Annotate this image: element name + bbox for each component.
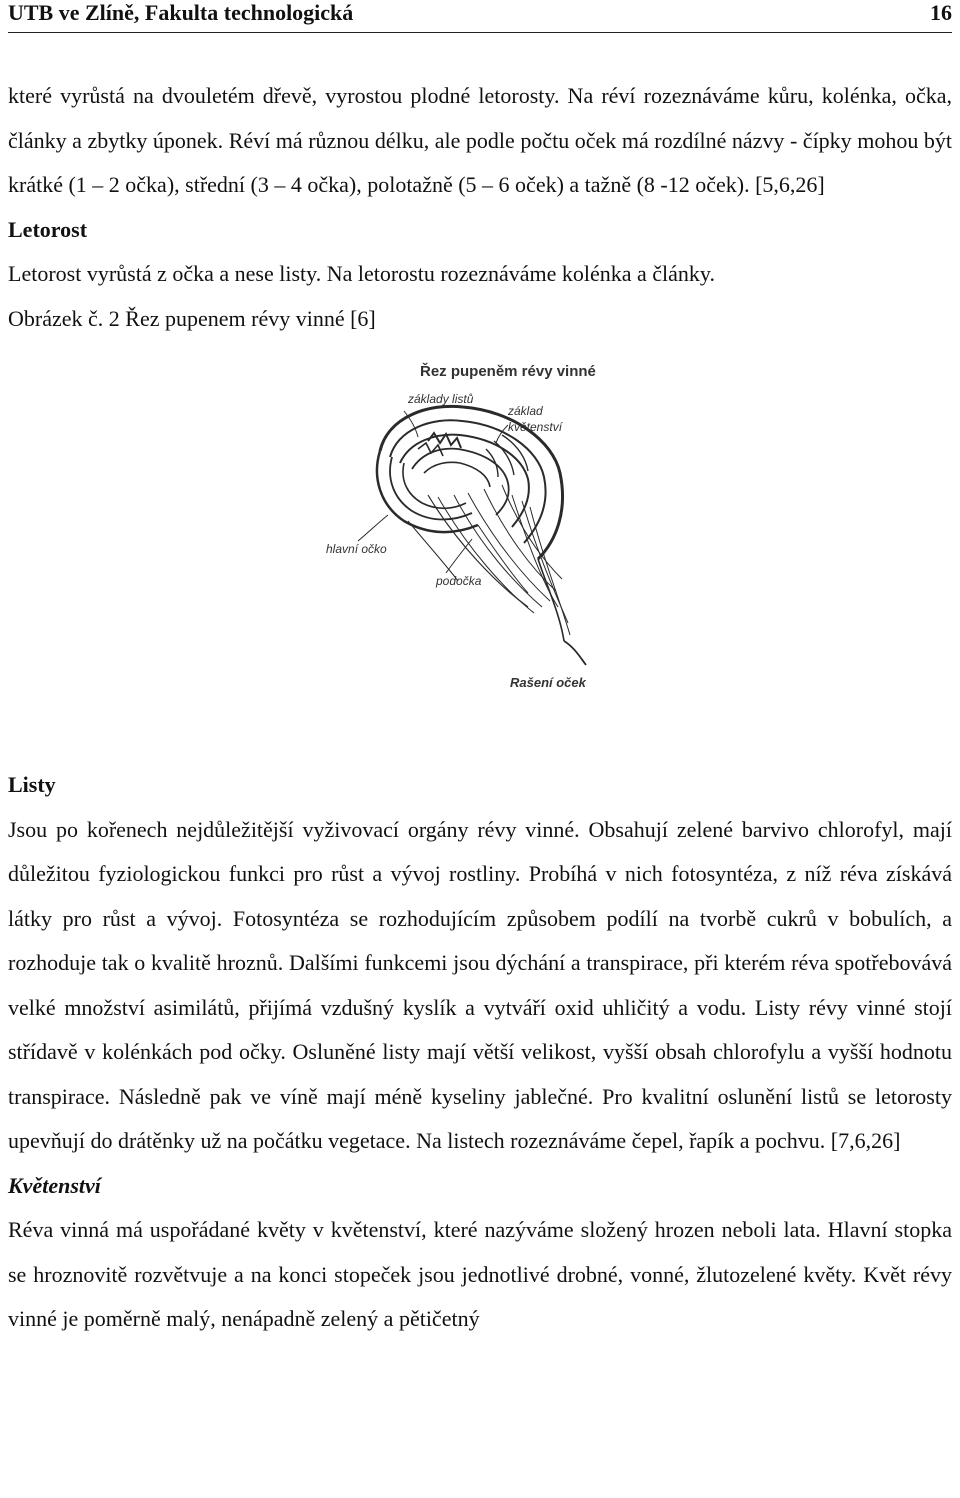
label-zaklady-listu: základy listů xyxy=(408,392,474,406)
label-raseni: Rašení oček xyxy=(510,675,586,690)
label-podocka: podočka xyxy=(436,574,482,588)
page-header xyxy=(8,0,952,33)
heading-listy: Listy xyxy=(8,772,56,797)
bud-diagram xyxy=(8,345,952,749)
bud-drawing xyxy=(358,406,586,665)
page-number: 16 xyxy=(930,0,952,25)
label-zaklad: základ xyxy=(508,404,543,418)
label-hlavni-ocko: hlavní očko xyxy=(326,542,387,556)
heading-kvetenstvi: Květenství xyxy=(8,1172,101,1198)
bud-cross-section-figure xyxy=(8,345,952,749)
header-title: UTB ve Zlíně, Fakulta technologická xyxy=(8,0,354,25)
heading-letorost: Letorost xyxy=(8,216,88,242)
kvetenstvi-paragraph: Réva vinná má uspořádané květy v květenství, které nazýváme složený hrozen neboli lata. Hlavní stopka se hroznovitě rozvětvuje a na konci stopeček jsou jednotlivé drobné, vonné, žlutozelené květy. Květ révy vinné je poměrně malý, nenápadně zelený a pětičetný xyxy=(8,1217,952,1331)
figure-caption: Obrázek č. 2 Řez pupenem révy vinné [6] xyxy=(8,305,376,331)
listy-paragraph: Jsou po kořenech nejdůležitější vyživovací orgány révy vinné. Obsahují zelené barvivo chlorofyl, mají důležitou fyziologickou funkci pro růst a vývoj rostliny. Probíhá v nich fotosyntéza, z níž réva získává látky pro růst a vývoj. Fotosyntéza se rozhodujícím způsobem podílí na tvorbě cukrů v bobulích, a rozhoduje tak o kvalitě hroznů. Dalšími funkcemi jsou dýchání a transpirace, při kterém réva spotřebovává velké množství asimilátů, přijímá vzdušný kyslík a vytváří oxid uhličitý a vodu. Listy révy vinné stojí střídavě v kolénkách pod očky. Osluněné listy mají větší velikost, vyšší obsah chlorofylu a vyšší hodnotu transpirace. Následně pak ve víně mají méně kyseliny jablečné. Pro kvalitní oslunění listů se letorosty upevňují do drátěnky už na počátku vegetace. Na listech rozeznáváme čepel, řapík a pochvu. [7,6,26] xyxy=(8,816,952,1153)
letorost-paragraph: Letorost vyrůstá z očka a nese listy. Na letorostu rozeznáváme kolénka a články. xyxy=(8,261,715,286)
intro-paragraph: které vyrůstá na dvouletém dřevě, vyrostou plodné letorosty. Na réví rozeznáváme kůru, kolénka, očka, články a zbytky úponek. Réví má různou délku, ale podle počtu oček má rozdílné názvy - čípky mohou být krátké (1 – 2 očka), střední (3 – 4 očka), polotažně (5 – 6 oček) a tažně (8 -12 oček). [5,6,26] xyxy=(8,83,952,197)
page-body xyxy=(8,74,952,1342)
label-kvetenstvi: květenství xyxy=(508,420,563,434)
figure-title: Řez pupeněm révy vinné xyxy=(420,363,596,380)
